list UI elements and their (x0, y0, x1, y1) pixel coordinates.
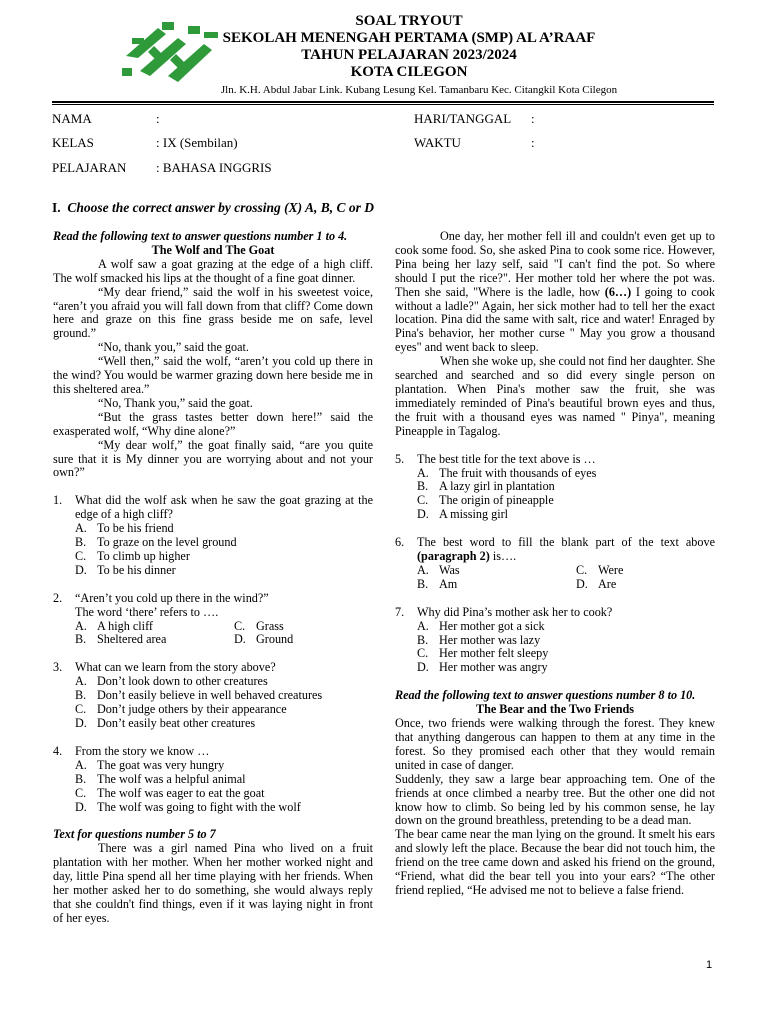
answer-option[interactable]: B. A lazy girl in plantation (417, 479, 555, 494)
header-divider-thick (52, 101, 714, 103)
passage-title-3: The Bear and the Two Friends (475, 702, 635, 717)
name-label: NAMA (52, 111, 92, 126)
header-divider-thin (52, 104, 714, 105)
school-name: SEKOLAH MENENGAH PERTAMA (SMP) AL A’RAAF (222, 30, 596, 46)
date-label: HARI/TANGGAL (414, 111, 512, 126)
passage-intro-2: Text for questions number 5 to 7 (53, 827, 216, 842)
question-number: 7. (395, 604, 405, 619)
question-5 (395, 453, 715, 467)
question-text: What can we learn from the story above? (75, 660, 276, 675)
passage-paragraph: “My dear wolf,” the goat finally said, “are you quite sure that it is My dinner you are worrying about and not your own?” (53, 437, 373, 480)
school-address: Jln. K.H. Abdul Jabar Link. Kubang Lesung Kel. Tamanbaru Kec. Citangkil Kota Cilegon (220, 84, 618, 96)
question-text: What did the wolf ask when he saw the goat grazing at the edge of a high cliff? (75, 493, 373, 522)
passage-paragraph: “No, Thank you,” said the goat. (98, 395, 253, 410)
question-number: 2. (53, 590, 63, 605)
answer-option[interactable]: B. The wolf was a helpful animal (75, 771, 246, 786)
passage-title-1: The Wolf and The Goat (151, 242, 275, 257)
answer-option[interactable]: Grass (256, 618, 284, 633)
answer-option[interactable]: B. To graze on the level ground (75, 535, 237, 550)
passage-paragraph: “But the grass tastes better down here!” said the exasperated wolf, “Why dine alone?” (53, 409, 373, 438)
section-number: I. (52, 200, 61, 215)
answer-option[interactable]: D. Her mother was angry (417, 660, 548, 675)
answer-option[interactable]: A. The fruit with thousands of eyes (417, 465, 597, 480)
passage-intro-1: Read the following text to answer questions number 1 to 4. (53, 229, 348, 243)
question-number: 6. (395, 535, 405, 550)
blank-marker: (6…) (604, 284, 632, 299)
question-text: is…. (489, 549, 517, 564)
passage-paragraph: When she woke up, she could not find her daughter. She searched and searched and so did every single person on plantation. When Pina's mother saw the fruit, she was immediately reminded of Pina's beautiful brown eyes and thus, the fruit with a thousand eyes was named " Pinya", meaning Pineapple in Tagalog. (395, 354, 715, 438)
section-instruction (52, 200, 374, 216)
answer-option[interactable]: D. A missing girl (417, 507, 509, 522)
answer-option[interactable]: Are (598, 576, 617, 591)
name-value: : (156, 111, 160, 126)
answer-option[interactable]: C. The wolf was eager to eat the goat (75, 785, 265, 800)
left-column (53, 230, 373, 926)
question-text-bold: (paragraph 2) (417, 549, 490, 564)
question-text: Why did Pina’s mother ask her to cook? (417, 604, 613, 619)
passage-paragraph: The bear came near the man lying on the ground. It smelt his ears and slowly left the place. Because the bear did not touch him, the friend on the tree came down and asked his friend on the ground, “Friend, what did the bear tell you into your ears? “The other friend replied, “He advised me not to believe a false friend. (395, 827, 715, 897)
passage-paragraph: “No, thank you,” said the goat. (98, 340, 249, 355)
answer-option[interactable]: A. To be his friend (75, 521, 174, 536)
passage-paragraph: One day, her mother fell ill and couldn't even get up to cook some food. So, she asked Pina to cook some rice. However, Pina being her lazy self, said "I can't find the pot. So where should I put the rice?". Her mother told her where the pot was. Then she said, "Where is the ladle, how (6…) I going to cook without a ladle?" Again, her sick mother had to tell her the exact location. Pina did the same with salt, rice and water! Enraged by Pina's behavior, her mother curse " May you grow a thousand eyes" and went back to sleep. (395, 229, 715, 355)
question-6 (395, 536, 715, 564)
class-value: : IX (Sembilan) (156, 135, 238, 150)
question-text: From the story we know … (75, 743, 210, 758)
answer-option[interactable]: C. The origin of pineapple (417, 493, 554, 508)
answer-option[interactable]: Ground (256, 632, 294, 647)
question-7 (395, 606, 715, 620)
passage-paragraph: Suddenly, they saw a large bear approaching tem. One of the friends at once climbed a nearby tree. But the other one did not know how to climb. So being led by his common sense, he lay down on the ground breathless, pretending to be a dead man. (395, 771, 715, 828)
answer-option[interactable]: Was (439, 562, 460, 577)
passage-paragraph: “Well then,” said the wolf, “aren’t you cold up there in the wind? You would be warmer grazing down here beside me in this sheltered area.” (53, 354, 373, 396)
question-text: The best word to fill the blank part of the text above (417, 535, 715, 550)
subject-label: PELAJARAN (52, 160, 127, 175)
question-2 (53, 592, 373, 620)
answer-option[interactable]: Were (598, 562, 624, 577)
answer-option[interactable]: A. The goat was very hungry (75, 757, 225, 772)
question-4 (53, 745, 373, 759)
question-text: The best title for the text above is … (417, 451, 596, 466)
passage-paragraph: “My dear friend,” said the wolf in his sweetest voice, “aren’t you afraid you will fall down from that cliff? Come down here and graze on this fine grass beside me on safe, level ground.” (53, 284, 373, 341)
exam-title: SOAL TRYOUT (355, 13, 463, 29)
passage-paragraph: A wolf saw a goat grazing at the edge of a high cliff. The wolf smacked his lips at the thought of a fine goat dinner. (53, 256, 373, 285)
answer-option[interactable]: Sheltered area (97, 632, 167, 647)
passage-paragraph: Once, two friends were walking through the forest. They knew that anything dangerous can happen to them at any time in the forest. So they promised each other that they would remain united in case of danger. (395, 716, 715, 772)
class-label: KELAS (52, 135, 94, 150)
page-number: 1 (706, 959, 713, 971)
time-value: : (531, 135, 535, 150)
answer-option[interactable]: A. Don’t look down to other creatures (75, 674, 268, 689)
question-3 (53, 661, 373, 675)
answer-option-row: B. Am D. Are (395, 578, 715, 592)
answer-option-row: B. Sheltered area D. Ground (53, 633, 373, 647)
answer-option-row: A. Was C. Were (395, 564, 715, 578)
answer-option[interactable]: D. To be his dinner (75, 562, 176, 577)
question-text: The word ‘there’ refers to …. (75, 604, 219, 619)
answer-option[interactable]: C. To climb up higher (75, 548, 190, 563)
question-text: “Aren’t you cold up there in the wind?” (75, 590, 269, 605)
subject-value: : BAHASA INGGRIS (156, 160, 272, 175)
answer-option[interactable]: A. Her mother got a sick (417, 618, 545, 633)
question-number: 4. (53, 743, 63, 758)
answer-option[interactable]: D. The wolf was going to fight with the wolf (75, 799, 301, 814)
passage-paragraph: There was a girl named Pina who lived on a fruit plantation with her mother. When her mother worked night and day, little Pina spend all her time playing with her friends. When her mother asked her to do something, she would always reply that she couldn't find things, even if it was laying night in front of her eyes. (53, 841, 373, 925)
answer-option[interactable]: B. Her mother was lazy (417, 632, 541, 647)
question-number: 1. (53, 493, 63, 508)
answer-option[interactable]: C. Her mother felt sleepy (417, 646, 549, 661)
school-year: TAHUN PELAJARAN 2023/2024 (301, 47, 517, 63)
right-column (395, 230, 715, 898)
letterhead (0, 13, 768, 97)
answer-option[interactable]: D. Don’t easily beat other creatures (75, 716, 256, 730)
question-1 (53, 494, 373, 522)
answer-option[interactable]: Am (439, 576, 458, 591)
answer-option[interactable]: B. Don’t easily believe in well behaved creatures (75, 688, 323, 703)
question-number: 5. (395, 451, 405, 466)
date-value: : (531, 111, 535, 126)
time-label: WAKTU (414, 135, 461, 150)
school-city: KOTA CILEGON (350, 64, 468, 80)
passage-intro-3: Read the following text to answer questions number 8 to 10. (395, 688, 696, 703)
answer-option[interactable]: C. Don’t judge others by their appearance (75, 702, 287, 717)
answer-option[interactable]: A high cliff (97, 618, 153, 633)
answer-option-row: A. A high cliff C. Grass (53, 620, 373, 634)
question-number: 3. (53, 660, 63, 675)
section-instruction-text: Choose the correct answer by crossing (X) A, B, C or D (67, 200, 375, 215)
